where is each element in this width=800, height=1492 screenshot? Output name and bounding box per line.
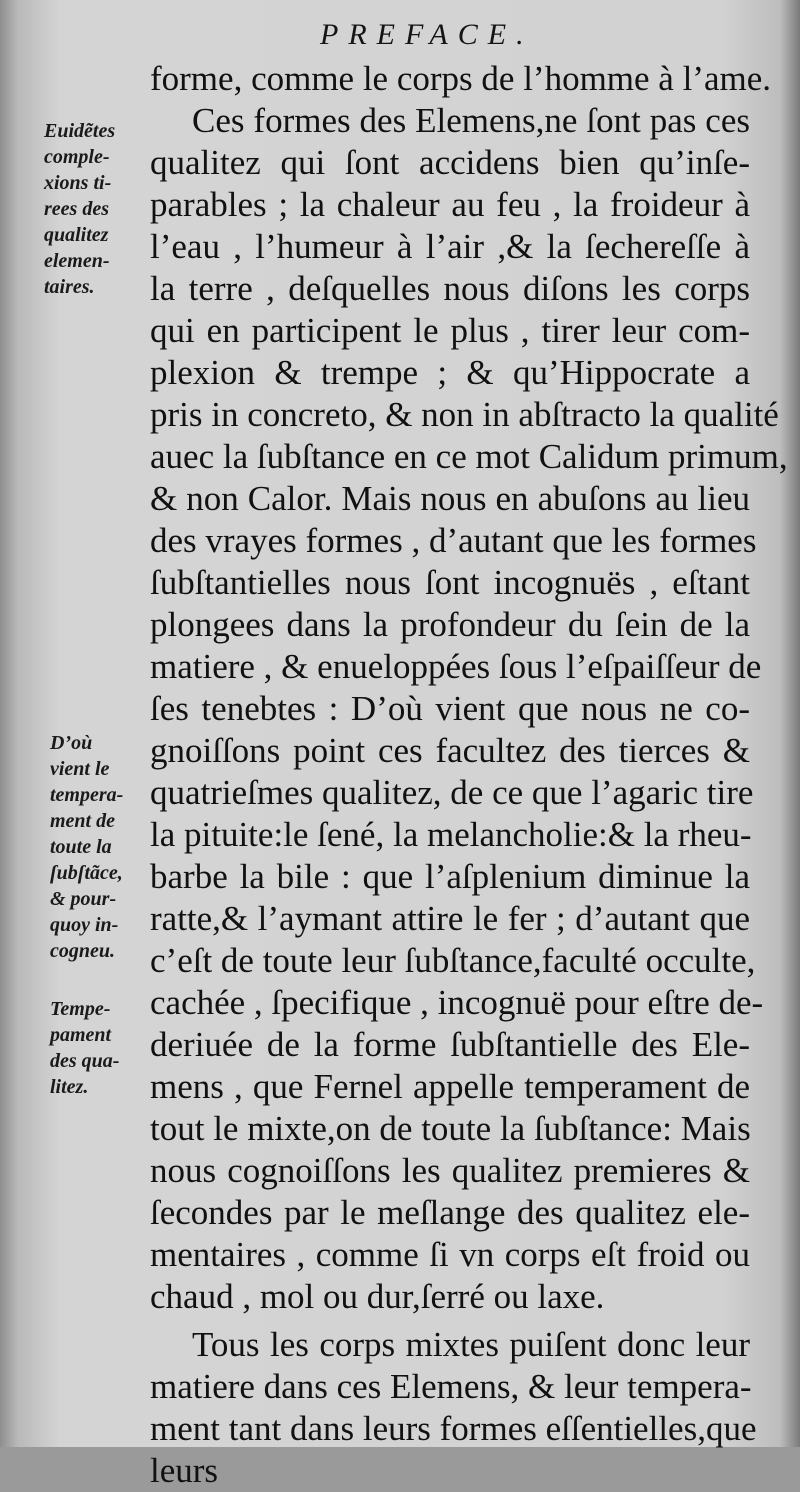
margin-note-line: ſubſtãce, bbox=[50, 862, 123, 884]
margin-note-line: taires. bbox=[44, 276, 95, 298]
margin-note-line: comple- bbox=[44, 146, 110, 168]
text-line: deriuée de la forme ſubſtantielle des Ele- bbox=[150, 1025, 750, 1064]
text-line: gnoiſſons point ces facultez des tierces & bbox=[150, 731, 750, 770]
margin-note-line: Tempe- bbox=[50, 998, 111, 1020]
margin-note-line: des qua- bbox=[50, 1050, 120, 1072]
margin-note-line: Euidẽtes bbox=[44, 120, 116, 142]
margin-note-line: xions ti- bbox=[44, 172, 112, 194]
margin-note-complexions bbox=[44, 118, 164, 300]
text-line: ment tant dans leurs formes eſſentielles,que bbox=[150, 1409, 757, 1448]
text-line: parables ; la chaleur au feu , la froideur à bbox=[150, 185, 750, 224]
text-line: Ces formes des Elemens,ne ſont pas ces bbox=[192, 101, 750, 140]
text-line: auec la ſubſtance en ce mot Calidum primum, bbox=[150, 437, 788, 476]
margin-note-line: litez. bbox=[50, 1076, 89, 1098]
text-line: ſes tenebtes : D’où vient que nous ne co- bbox=[150, 689, 750, 728]
text-line: qui en participent le plus , tirer leur com- bbox=[150, 311, 750, 350]
margin-note-line: rees des bbox=[44, 198, 109, 220]
text-line: Tous les corps mixtes puiſent donc leur bbox=[192, 1325, 750, 1364]
margin-note-temperament bbox=[50, 730, 170, 964]
text-line: leurs bbox=[150, 1451, 219, 1490]
text-line: ſubſtantielles nous ſont incognuës , eſtant bbox=[150, 563, 750, 602]
text-line: plexion & trempe ; & qu’Hippocrate a bbox=[150, 353, 750, 392]
text-line: mentaires , comme ſi vn corps eſt froid ou bbox=[150, 1235, 750, 1274]
text-line: pris in concreto, & non in abſtracto la qualité bbox=[150, 395, 779, 434]
margin-note-line: toute la bbox=[50, 836, 112, 858]
text-line: c’eſt de toute leur ſubſtance,faculté occulte, bbox=[150, 941, 756, 980]
margin-note-line: ment de bbox=[50, 810, 115, 832]
margin-note-line: & pour- bbox=[50, 888, 117, 910]
text-line: nous cognoiſſons les qualitez premieres & bbox=[150, 1151, 750, 1190]
text-line: cachée , ſpecifique , incognuë pour eſtre de- bbox=[150, 983, 764, 1022]
text-line: mens , que Fernel appelle temperament de bbox=[150, 1067, 750, 1106]
text-line: l’eau , l’humeur à l’air ,& la ſechereſſe à bbox=[150, 227, 750, 266]
text-line: & non Calor. Mais nous en abuſons au lieu bbox=[150, 479, 750, 518]
text-line: matiere , & enueloppées ſous l’eſpaiſſeur de bbox=[150, 647, 762, 686]
margin-note-line: D’où bbox=[50, 732, 93, 754]
margin-note-line: cogneu. bbox=[50, 940, 115, 962]
text-line: la terre , deſquelles nous diſons les corps bbox=[150, 269, 750, 308]
text-line: matiere dans ces Elemens, & leur tempera- bbox=[150, 1367, 752, 1406]
text-line: ſecondes par le meſlange des qualitez ele- bbox=[150, 1193, 750, 1232]
text-line: des vrayes formes , d’autant que les formes bbox=[150, 521, 757, 560]
text-line: chaud , mol ou dur,ſerré ou laxe. bbox=[150, 1277, 605, 1316]
text-line: plongees dans la profondeur du ſein de la bbox=[150, 605, 750, 644]
margin-note-line: quoy in- bbox=[50, 914, 119, 936]
margin-note-line: qualitez bbox=[44, 224, 109, 246]
margin-note-line: vient le bbox=[50, 758, 110, 780]
text-line: quatrieſmes qualitez, de ce que l’agaric tire bbox=[150, 773, 754, 812]
margin-note-line: tempera- bbox=[50, 784, 124, 806]
margin-note-line: elemen- bbox=[44, 250, 110, 272]
text-line: barbe la bile : que l’aſplenium diminue la bbox=[150, 857, 750, 896]
margin-note-line: pament bbox=[50, 1024, 112, 1046]
text-line: ratte,& l’aymant attire le fer ; d’autant que bbox=[150, 899, 750, 938]
text-line: la pituite:le ſené, la melancholie:& la rheu- bbox=[150, 815, 752, 854]
running-head: PREFACE. bbox=[320, 18, 534, 51]
text-line: tout le mixte,on de toute la ſubſtance: Mais bbox=[150, 1109, 751, 1148]
text-line: qualitez qui ſont accidens bien qu’inſe- bbox=[150, 143, 750, 182]
body-text bbox=[150, 58, 788, 1492]
text-line: forme, comme le corps de l’homme à l’ame. bbox=[150, 59, 772, 98]
margin-note-temperament-qualities bbox=[50, 996, 170, 1100]
